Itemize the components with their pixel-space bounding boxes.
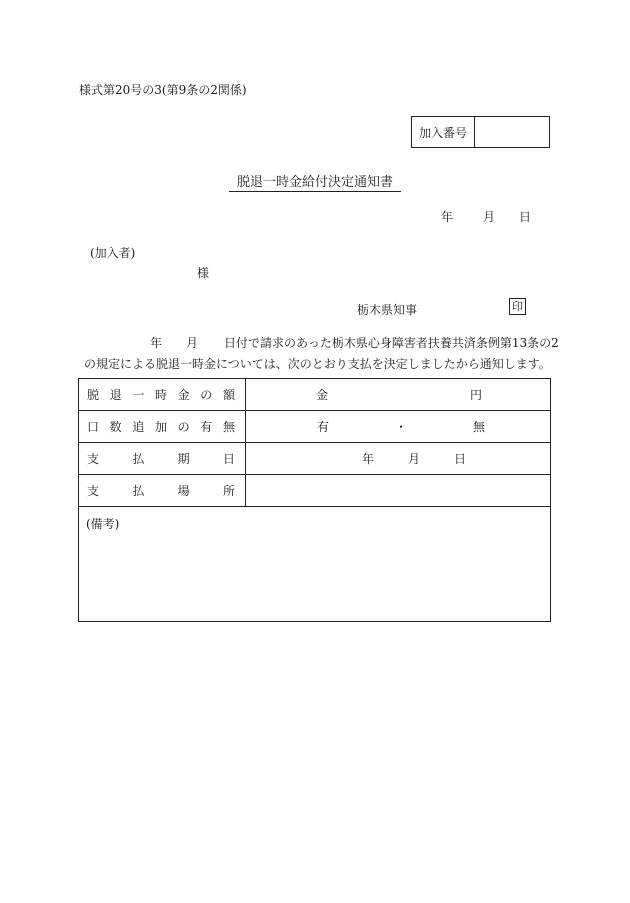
row-label-char: 支 — [87, 484, 100, 498]
row-label-char: 加 — [154, 420, 167, 434]
amount-field[interactable] — [246, 379, 551, 411]
table-row — [79, 475, 551, 507]
seal-mark: 印 — [509, 298, 526, 315]
issue-date — [441, 208, 531, 225]
row-label-char: 追 — [132, 420, 145, 434]
row-label-char: 脱 — [87, 388, 100, 402]
row-label-char: 無 — [222, 420, 235, 434]
row-label-char: の — [177, 420, 190, 434]
row-label-cell — [79, 379, 246, 411]
membership-number-label: 加入番号 — [412, 117, 475, 147]
row-label-char: の — [200, 388, 213, 402]
payment-place-field[interactable] — [246, 475, 551, 507]
option-no[interactable]: 無 — [473, 420, 486, 434]
row-label-payment-date — [79, 450, 245, 467]
row-label-char: 額 — [222, 388, 235, 402]
payment-date-field[interactable] — [246, 443, 551, 475]
option-yes[interactable]: 有 — [317, 420, 330, 434]
table-row — [79, 443, 551, 475]
member-label: (加入者) — [90, 246, 136, 260]
body-text — [84, 333, 559, 375]
amount-unit: 円 — [470, 388, 483, 402]
row-label-char: 金 — [177, 388, 190, 402]
payment-year: 年 — [362, 452, 375, 466]
table-row — [79, 507, 551, 622]
membership-number-box — [411, 116, 550, 148]
document-title: 脱退一時金給付決定通知書 — [229, 175, 401, 192]
table-row — [79, 411, 551, 443]
row-label-char: 所 — [222, 484, 235, 498]
body-month: 月 — [186, 336, 199, 350]
row-label-char: 一 — [132, 388, 145, 402]
amount-prefix: 金 — [316, 388, 329, 402]
body-line2: の規定による脱退一時金については、次のとおり支払を決定しましたから通知します。 — [84, 357, 551, 371]
form-number: 様式第20号の3(第9条の2関係) — [79, 83, 247, 97]
row-label-cell — [79, 411, 246, 443]
row-label-additional-units — [79, 418, 245, 435]
row-label-char: 場 — [177, 484, 190, 498]
row-label-char: 口 — [87, 420, 100, 434]
row-label-char: 期 — [177, 452, 190, 466]
remarks-label: (備考) — [86, 517, 120, 531]
membership-number-field[interactable] — [475, 117, 549, 147]
payment-month: 月 — [408, 452, 421, 466]
row-label-cell — [79, 475, 246, 507]
row-label-char: 払 — [132, 484, 145, 498]
row-label-char: 退 — [109, 388, 122, 402]
issue-date-month: 月 — [483, 210, 496, 224]
row-label-payment-place — [79, 482, 245, 499]
honorific: 様 — [197, 266, 210, 280]
additional-units-field[interactable] — [246, 411, 551, 443]
details-table — [78, 378, 551, 622]
body-line1: 日付で請求のあった栃木県心身障害者扶養共済条例第13条の2 — [224, 336, 559, 350]
row-label-char: 有 — [200, 420, 213, 434]
row-label-char: 数 — [109, 420, 122, 434]
row-label-cell — [79, 443, 246, 475]
issuer-name: 栃木県知事 — [357, 303, 418, 317]
table-row — [79, 379, 551, 411]
row-label-char: 日 — [222, 452, 235, 466]
row-label-char: 時 — [154, 388, 167, 402]
issue-date-year: 年 — [441, 210, 454, 224]
body-year: 年 — [150, 336, 163, 350]
option-separator: ・ — [395, 420, 408, 434]
row-label-amount — [79, 386, 245, 403]
document-title-wrap — [0, 171, 630, 190]
remarks-field[interactable] — [79, 507, 551, 622]
row-label-char: 支 — [87, 452, 100, 466]
issue-date-day: 日 — [519, 210, 532, 224]
payment-day: 日 — [454, 452, 467, 466]
row-label-char: 払 — [132, 452, 145, 466]
